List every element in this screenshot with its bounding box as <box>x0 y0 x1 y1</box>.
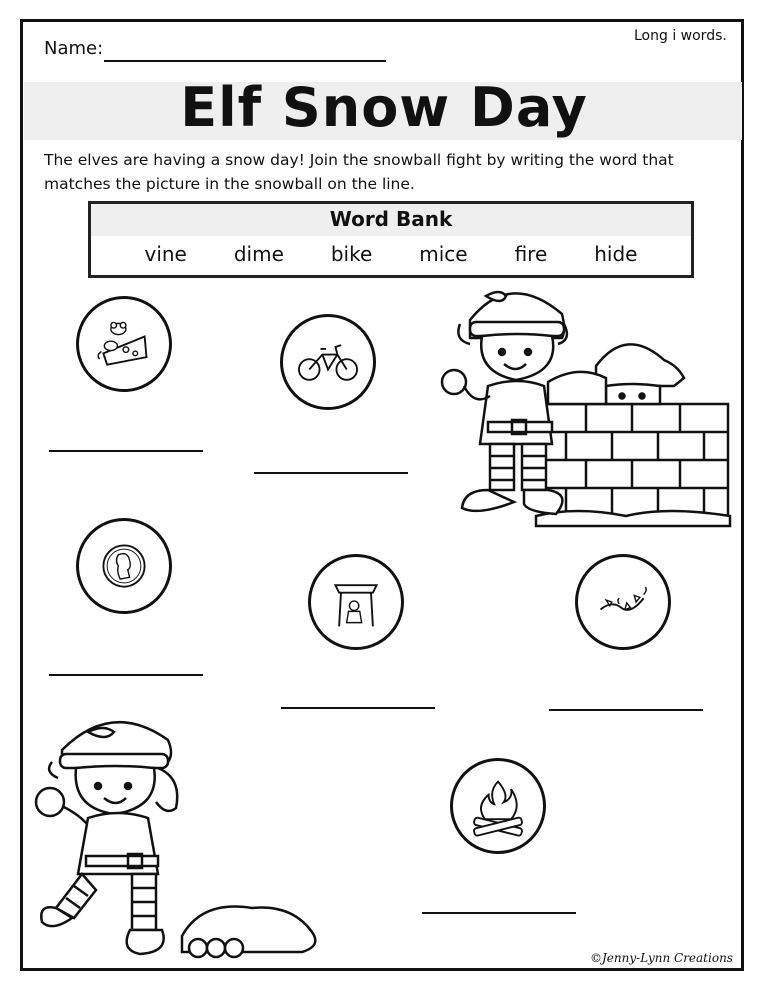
word-bank-word: dime <box>233 242 284 266</box>
word-bank <box>88 201 694 278</box>
instructions: The elves are having a snow day! Join the snowball fight by writing the word that matches the picture in the snowball on the line. <box>44 151 674 193</box>
copyright-credit: ©Jenny-Lynn Creations <box>590 951 733 965</box>
snowball-dime <box>76 518 172 614</box>
answer-line-dime[interactable] <box>49 674 203 676</box>
snowball-vine <box>575 554 671 650</box>
snowball-bike <box>280 314 376 410</box>
word-bank-word: bike <box>330 242 373 266</box>
answer-line-bike[interactable] <box>254 472 408 474</box>
bike-icon <box>283 317 373 407</box>
answer-line-fire[interactable] <box>422 912 576 914</box>
word-bank-word: hide <box>594 242 638 266</box>
snowball-mice <box>76 296 172 392</box>
dime-icon <box>79 521 169 611</box>
hide-icon <box>311 557 401 647</box>
elf-snow-fort-illustration <box>436 282 734 528</box>
answer-line-mice[interactable] <box>49 450 203 452</box>
word-bank-word: mice <box>419 242 468 266</box>
word-bank-words <box>91 242 691 266</box>
name-line[interactable] <box>104 60 386 62</box>
mice-icon <box>79 299 169 389</box>
word-bank-word: fire <box>514 242 548 266</box>
topic-label: Long i words. <box>634 28 727 44</box>
word-bank-word: vine <box>144 242 187 266</box>
fire-icon <box>453 761 543 851</box>
name-row <box>44 38 103 59</box>
snowball-hide <box>308 554 404 650</box>
word-bank-title: Word Bank <box>329 207 453 231</box>
girl-elf-illustration <box>32 706 332 970</box>
page-title: Elf Snow Day <box>180 76 588 139</box>
snowball-fire <box>450 758 546 854</box>
answer-line-vine[interactable] <box>549 709 703 711</box>
name-label: Name: <box>44 38 104 59</box>
vine-icon <box>578 557 668 647</box>
